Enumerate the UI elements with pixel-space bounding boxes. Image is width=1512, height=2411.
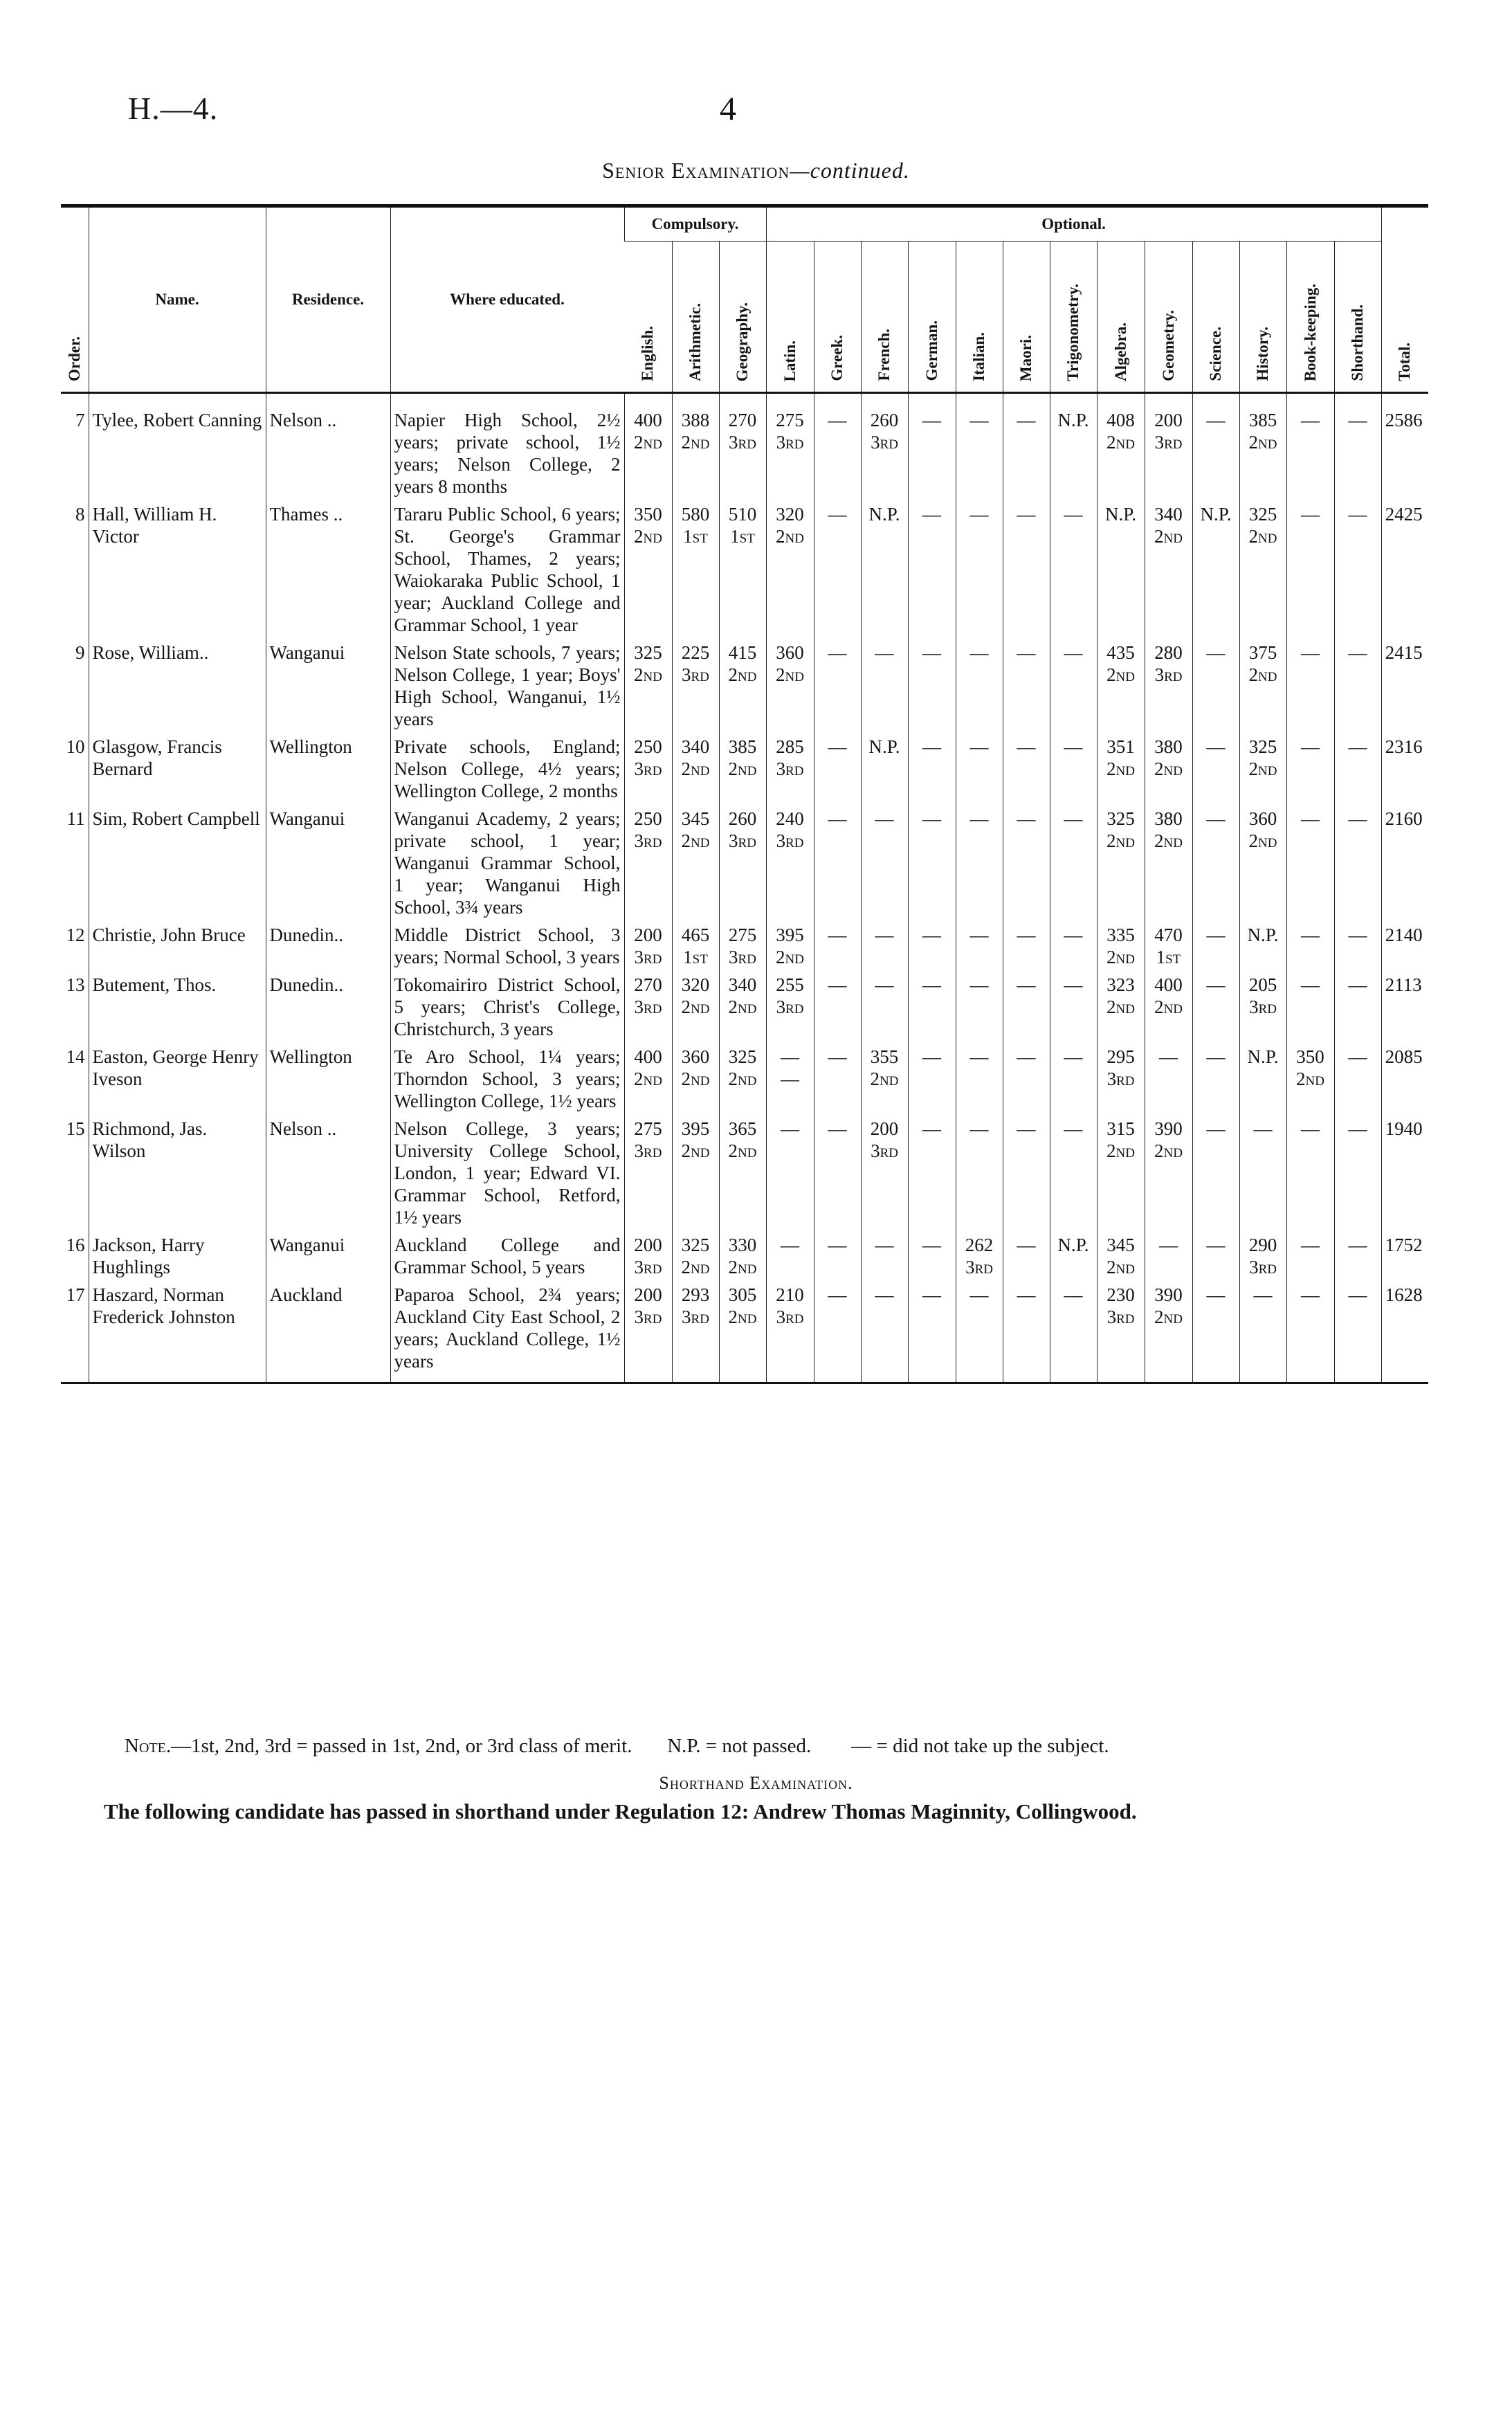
maori-cell: — bbox=[1003, 1281, 1050, 1383]
trigonometry-cell: N.P. bbox=[1050, 1231, 1097, 1281]
greek-cell: — bbox=[814, 921, 861, 971]
geography-cell: 340 2nd bbox=[719, 971, 766, 1043]
total-cell: 2113 bbox=[1381, 971, 1428, 1043]
note-merit-text: —1st, 2nd, 3rd = passed in 1st, 2nd, or 3rd class of merit. bbox=[171, 1735, 632, 1757]
history-cell: 325 2nd bbox=[1239, 500, 1286, 639]
table-row bbox=[61, 805, 1428, 921]
bookkeeping-cell: — bbox=[1286, 921, 1334, 971]
name-cell: Haszard, Norman Frederick Johnston bbox=[89, 1281, 266, 1383]
algebra-cell: 295 3rd bbox=[1097, 1043, 1145, 1115]
german-cell: — bbox=[908, 733, 956, 805]
arithmetic-cell: 388 2nd bbox=[672, 393, 719, 501]
german-cell: — bbox=[908, 805, 956, 921]
german-cell: — bbox=[908, 393, 956, 501]
maori-cell: — bbox=[1003, 1043, 1050, 1115]
note-label: Note. bbox=[125, 1735, 172, 1757]
maori-cell: — bbox=[1003, 733, 1050, 805]
maori-cell: — bbox=[1003, 1115, 1050, 1231]
residence-cell: Wanganui bbox=[266, 1231, 390, 1281]
geometry-cell: — bbox=[1145, 1231, 1192, 1281]
residence-cell: Dunedin.. bbox=[266, 921, 390, 971]
bookkeeping-cell: — bbox=[1286, 733, 1334, 805]
table-row bbox=[61, 971, 1428, 1043]
latin-cell: 210 3rd bbox=[766, 1281, 814, 1383]
header-group-row bbox=[61, 206, 1428, 242]
residence-cell: Nelson .. bbox=[266, 393, 390, 501]
maori-cell: — bbox=[1003, 805, 1050, 921]
german-cell: — bbox=[908, 1281, 956, 1383]
trigonometry-cell: — bbox=[1050, 805, 1097, 921]
german-cell: — bbox=[908, 1115, 956, 1231]
maori-cell: — bbox=[1003, 921, 1050, 971]
arithmetic-cell: 580 1st bbox=[672, 500, 719, 639]
name-cell: Glasgow, Francis Bernard bbox=[89, 733, 266, 805]
header-name: Name. bbox=[89, 206, 266, 393]
order-cell: 7 bbox=[61, 393, 89, 501]
residence-cell: Wanganui bbox=[266, 805, 390, 921]
english-cell: 400 2nd bbox=[624, 1043, 672, 1115]
bookkeeping-cell: 350 2nd bbox=[1286, 1043, 1334, 1115]
table-row bbox=[61, 733, 1428, 805]
shorthand-cell: — bbox=[1334, 805, 1381, 921]
order-cell: 16 bbox=[66, 1235, 85, 1255]
name-cell: Christie, John Bruce bbox=[89, 921, 266, 971]
name-cell: Butement, Thos. bbox=[89, 971, 266, 1043]
table-row bbox=[61, 393, 1428, 501]
bookkeeping-cell: — bbox=[1286, 805, 1334, 921]
french-cell: — bbox=[861, 1231, 908, 1281]
results-table bbox=[61, 204, 1428, 1384]
page-number: 4 bbox=[720, 91, 736, 127]
header-maori: Maori. bbox=[1003, 242, 1050, 393]
arithmetic-cell: 345 2nd bbox=[672, 805, 719, 921]
order-cell: 17 bbox=[61, 1281, 89, 1383]
arithmetic-cell: 225 3rd bbox=[672, 639, 719, 733]
header-total: Total. bbox=[1381, 206, 1428, 393]
italian-cell: — bbox=[956, 393, 1003, 501]
geometry-cell: 470 1st bbox=[1145, 921, 1192, 971]
total-cell: 1940 bbox=[1381, 1115, 1428, 1231]
order-cell: 8 bbox=[75, 504, 85, 525]
geography-cell: 275 3rd bbox=[719, 921, 766, 971]
header-educated: Where educated. bbox=[390, 206, 624, 393]
greek-cell: — bbox=[814, 393, 861, 501]
latin-cell: 275 3rd bbox=[766, 393, 814, 501]
french-cell: N.P. bbox=[861, 500, 908, 639]
shorthand-cell: — bbox=[1334, 1281, 1381, 1383]
english-cell: 270 3rd bbox=[624, 971, 672, 1043]
name-cell: Sim, Robert Campbell bbox=[89, 805, 266, 921]
history-cell: 290 3rd bbox=[1239, 1231, 1286, 1281]
header-bookkeeping: Book-keeping. bbox=[1286, 242, 1334, 393]
greek-cell: — bbox=[814, 971, 861, 1043]
greek-cell: — bbox=[814, 733, 861, 805]
italian-cell: — bbox=[956, 921, 1003, 971]
trigonometry-cell: — bbox=[1050, 500, 1097, 639]
science-cell: — bbox=[1192, 639, 1239, 733]
maori-cell: — bbox=[1003, 1231, 1050, 1281]
trigonometry-cell: — bbox=[1050, 921, 1097, 971]
greek-cell: — bbox=[814, 1281, 861, 1383]
note-np-text: N.P. = not passed. bbox=[667, 1735, 812, 1757]
latin-cell: 255 3rd bbox=[766, 971, 814, 1043]
table-row bbox=[61, 1115, 1428, 1231]
geography-cell: 325 2nd bbox=[719, 1043, 766, 1115]
geometry-cell: 390 2nd bbox=[1145, 1115, 1192, 1231]
algebra-cell: 323 2nd bbox=[1097, 971, 1145, 1043]
header-italian: Italian. bbox=[956, 242, 1003, 393]
header-order: Order. bbox=[61, 206, 89, 393]
name-cell: Richmond, Jas. Wilson bbox=[89, 1115, 266, 1231]
arithmetic-cell: 395 2nd bbox=[672, 1115, 719, 1231]
science-cell: — bbox=[1192, 393, 1239, 501]
latin-cell: — bbox=[766, 1231, 814, 1281]
shorthand-cell: — bbox=[1334, 1043, 1381, 1115]
geography-cell: 305 2nd bbox=[719, 1281, 766, 1383]
geography-cell: 270 3rd bbox=[719, 393, 766, 501]
trigonometry-cell: — bbox=[1050, 1043, 1097, 1115]
bookkeeping-cell: — bbox=[1286, 971, 1334, 1043]
total-cell: 2140 bbox=[1381, 921, 1428, 971]
shorthand-cell: — bbox=[1334, 1115, 1381, 1231]
history-cell: 360 2nd bbox=[1239, 805, 1286, 921]
name-cell: Jackson, Harry Hughlings bbox=[89, 1231, 266, 1281]
table-row bbox=[61, 921, 1428, 971]
educated-cell: Te Aro School, 1¼ years; Thorndon School, 3 years; Wellington College, 1½ years bbox=[390, 1043, 624, 1115]
header-arithmetic: Arithmetic. bbox=[672, 242, 719, 393]
geometry-cell: 280 3rd bbox=[1145, 639, 1192, 733]
educated-cell: Middle District School, 3 years; Normal School, 3 years bbox=[390, 921, 624, 971]
residence-cell: Wellington bbox=[266, 733, 390, 805]
header-english: English. bbox=[624, 242, 672, 393]
geometry-cell: 340 2nd bbox=[1145, 500, 1192, 639]
science-cell: — bbox=[1192, 1281, 1239, 1383]
greek-cell: — bbox=[814, 1231, 861, 1281]
trigonometry-cell: N.P. bbox=[1050, 393, 1097, 501]
educated-cell: Nelson State schools, 7 years; Nelson College, 1 year; Boys' High School, Wanganui, 1½ years bbox=[390, 639, 624, 733]
trigonometry-cell: — bbox=[1050, 639, 1097, 733]
french-cell: — bbox=[861, 921, 908, 971]
page-title bbox=[0, 158, 1512, 183]
educated-cell: Private schools, England; Nelson College, 4½ years; Wellington College, 2 months bbox=[390, 733, 624, 805]
total-cell: 2316 bbox=[1381, 733, 1428, 805]
document-reference: H.—4. bbox=[128, 91, 219, 126]
algebra-cell: 315 2nd bbox=[1097, 1115, 1145, 1231]
latin-cell: 320 2nd bbox=[766, 500, 814, 639]
geography-cell: 510 1st bbox=[719, 500, 766, 639]
italian-cell: — bbox=[956, 1043, 1003, 1115]
educated-cell: Nelson College, 3 years; University College School, London, 1 year; Edward VI. Grammar School, Retford, 1½ years bbox=[390, 1115, 624, 1231]
table-row bbox=[61, 500, 1428, 639]
algebra-cell: 230 3rd bbox=[1097, 1281, 1145, 1383]
total-cell: 1752 bbox=[1381, 1231, 1428, 1281]
science-cell: — bbox=[1192, 1043, 1239, 1115]
trigonometry-cell: — bbox=[1050, 1281, 1097, 1383]
shorthand-cell: — bbox=[1334, 639, 1381, 733]
geography-cell: 365 2nd bbox=[719, 1115, 766, 1231]
french-cell: — bbox=[861, 805, 908, 921]
residence-cell: Auckland bbox=[266, 1281, 390, 1383]
algebra-cell: 345 2nd bbox=[1097, 1231, 1145, 1281]
french-cell: — bbox=[861, 971, 908, 1043]
order-cell: 11 bbox=[66, 808, 85, 829]
history-cell: 375 2nd bbox=[1239, 639, 1286, 733]
educated-cell: Paparoa School, 2¾ years; Auckland City East School, 2 years; Auckland College, 1½ years bbox=[390, 1281, 624, 1383]
geography-cell: 385 2nd bbox=[719, 733, 766, 805]
results-body bbox=[61, 393, 1428, 1383]
trigonometry-cell: — bbox=[1050, 733, 1097, 805]
total-cell: 2586 bbox=[1381, 393, 1428, 501]
french-cell: 260 3rd bbox=[861, 393, 908, 501]
german-cell: — bbox=[908, 1231, 956, 1281]
greek-cell: — bbox=[814, 1043, 861, 1115]
algebra-cell: N.P. bbox=[1097, 500, 1145, 639]
science-cell: — bbox=[1192, 805, 1239, 921]
header-science: Science. bbox=[1192, 242, 1239, 393]
greek-cell: — bbox=[814, 805, 861, 921]
total-cell: 2160 bbox=[1381, 805, 1428, 921]
italian-cell: 262 3rd bbox=[956, 1231, 1003, 1281]
algebra-cell: 351 2nd bbox=[1097, 733, 1145, 805]
table-row bbox=[61, 1231, 1428, 1281]
bookkeeping-cell: — bbox=[1286, 1231, 1334, 1281]
name-cell: Easton, George Henry Iveson bbox=[89, 1043, 266, 1115]
title-continued: —continued. bbox=[790, 158, 910, 183]
header-residence: Residence. bbox=[266, 206, 390, 393]
arithmetic-cell: 340 2nd bbox=[672, 733, 719, 805]
history-cell: 385 2nd bbox=[1239, 393, 1286, 501]
history-cell: — bbox=[1239, 1281, 1286, 1383]
algebra-cell: 408 2nd bbox=[1097, 393, 1145, 501]
arithmetic-cell: 360 2nd bbox=[672, 1043, 719, 1115]
note-dash-text: — = did not take up the subject. bbox=[851, 1735, 1109, 1757]
header-compulsory: Compulsory. bbox=[624, 206, 766, 242]
english-cell: 350 2nd bbox=[624, 500, 672, 639]
shorthand-cell: — bbox=[1334, 1231, 1381, 1281]
residence-cell: Wellington bbox=[266, 1043, 390, 1115]
bookkeeping-cell: — bbox=[1286, 393, 1334, 501]
residence-cell: Dunedin.. bbox=[266, 971, 390, 1043]
italian-cell: — bbox=[956, 1281, 1003, 1383]
latin-cell: 285 3rd bbox=[766, 733, 814, 805]
science-cell: — bbox=[1192, 1231, 1239, 1281]
geometry-cell: — bbox=[1145, 1043, 1192, 1115]
geometry-cell: 200 3rd bbox=[1145, 393, 1192, 501]
greek-cell: — bbox=[814, 639, 861, 733]
german-cell: — bbox=[908, 921, 956, 971]
maori-cell: — bbox=[1003, 393, 1050, 501]
shorthand-cell: — bbox=[1334, 971, 1381, 1043]
italian-cell: — bbox=[956, 971, 1003, 1043]
history-cell: 325 2nd bbox=[1239, 733, 1286, 805]
science-cell: — bbox=[1192, 1115, 1239, 1231]
total-cell: 1628 bbox=[1381, 1281, 1428, 1383]
trigonometry-cell: — bbox=[1050, 971, 1097, 1043]
algebra-cell: 435 2nd bbox=[1097, 639, 1145, 733]
header-trigonometry: Trigonometry. bbox=[1050, 242, 1097, 393]
total-cell: 2085 bbox=[1381, 1043, 1428, 1115]
maori-cell: — bbox=[1003, 639, 1050, 733]
italian-cell: — bbox=[956, 1115, 1003, 1231]
french-cell: N.P. bbox=[861, 733, 908, 805]
header-greek: Greek. bbox=[814, 242, 861, 393]
educated-cell: Napier High School, 2½ years; private school, 1½ years; Nelson College, 2 years 8 months bbox=[390, 393, 624, 501]
header-french: French. bbox=[861, 242, 908, 393]
english-cell: 200 3rd bbox=[624, 921, 672, 971]
table-note bbox=[125, 1735, 1109, 1758]
shorthand-cell: — bbox=[1334, 921, 1381, 971]
educated-cell: Wanganui Academy, 2 years; private school, 1 year; Wanganui Grammar School, 1 year; Wanganui High School, 3¾ years bbox=[390, 805, 624, 921]
shorthand-cell: — bbox=[1334, 500, 1381, 639]
maori-cell: — bbox=[1003, 971, 1050, 1043]
italian-cell: — bbox=[956, 733, 1003, 805]
english-cell: 400 2nd bbox=[624, 393, 672, 501]
bookkeeping-cell: — bbox=[1286, 639, 1334, 733]
order-cell: 12 bbox=[66, 925, 85, 945]
german-cell: — bbox=[908, 500, 956, 639]
arithmetic-cell: 293 3rd bbox=[672, 1281, 719, 1383]
science-cell: — bbox=[1192, 971, 1239, 1043]
french-cell: 355 2nd bbox=[861, 1043, 908, 1115]
geography-cell: 415 2nd bbox=[719, 639, 766, 733]
educated-cell: Tararu Public School, 6 years; St. George's Grammar School, Thames, 2 years; Waiokaraka Public School, 1 year; Auckland College and Grammar School, 1 year bbox=[390, 500, 624, 639]
arithmetic-cell: 320 2nd bbox=[672, 971, 719, 1043]
science-cell: N.P. bbox=[1192, 500, 1239, 639]
english-cell: 250 3rd bbox=[624, 733, 672, 805]
bookkeeping-cell: — bbox=[1286, 500, 1334, 639]
german-cell: — bbox=[908, 971, 956, 1043]
french-cell: 200 3rd bbox=[861, 1115, 908, 1231]
name-cell: Hall, William H. Victor bbox=[89, 500, 266, 639]
header-latin: Latin. bbox=[766, 242, 814, 393]
italian-cell: — bbox=[956, 805, 1003, 921]
bookkeeping-cell: — bbox=[1286, 1281, 1334, 1383]
algebra-cell: 325 2nd bbox=[1097, 805, 1145, 921]
trigonometry-cell: — bbox=[1050, 1115, 1097, 1231]
shorthand-text: The following candidate has passed in shorthand under Regulation 12: Andrew Thomas Maginnity, Collingwood. bbox=[104, 1799, 1137, 1823]
table-row bbox=[61, 1281, 1428, 1383]
english-cell: 275 3rd bbox=[624, 1115, 672, 1231]
header-german: German. bbox=[908, 242, 956, 393]
educated-cell: Auckland College and Grammar School, 5 years bbox=[390, 1231, 624, 1281]
french-cell: — bbox=[861, 639, 908, 733]
geometry-cell: 400 2nd bbox=[1145, 971, 1192, 1043]
geometry-cell: 380 2nd bbox=[1145, 733, 1192, 805]
header-history: History. bbox=[1239, 242, 1286, 393]
name-cell: Tylee, Robert Canning bbox=[89, 393, 266, 501]
geography-cell: 330 2nd bbox=[719, 1231, 766, 1281]
greek-cell: — bbox=[814, 500, 861, 639]
order-cell: 9 bbox=[75, 642, 85, 663]
history-cell: N.P. bbox=[1239, 1043, 1286, 1115]
order-cell: 14 bbox=[66, 1046, 85, 1067]
table-row bbox=[61, 639, 1428, 733]
german-cell: — bbox=[908, 639, 956, 733]
shorthand-cell: — bbox=[1334, 733, 1381, 805]
order-cell: 15 bbox=[66, 1118, 85, 1139]
name-cell: Rose, William.. bbox=[89, 639, 266, 733]
french-cell: — bbox=[861, 1281, 908, 1383]
total-cell: 2425 bbox=[1381, 500, 1428, 639]
header-geometry: Geometry. bbox=[1145, 242, 1192, 393]
history-cell: 205 3rd bbox=[1239, 971, 1286, 1043]
maori-cell: — bbox=[1003, 500, 1050, 639]
history-cell: — bbox=[1239, 1115, 1286, 1231]
geometry-cell: 380 2nd bbox=[1145, 805, 1192, 921]
history-cell: N.P. bbox=[1239, 921, 1286, 971]
header-geography: Geography. bbox=[719, 242, 766, 393]
english-cell: 200 3rd bbox=[624, 1281, 672, 1383]
german-cell: — bbox=[908, 1043, 956, 1115]
header-algebra: Algebra. bbox=[1097, 242, 1145, 393]
science-cell: — bbox=[1192, 733, 1239, 805]
science-cell: — bbox=[1192, 921, 1239, 971]
latin-cell: 240 3rd bbox=[766, 805, 814, 921]
english-cell: 250 3rd bbox=[624, 805, 672, 921]
table-row bbox=[61, 1043, 1428, 1115]
arithmetic-cell: 325 2nd bbox=[672, 1231, 719, 1281]
header-shorthand: Shorthand. bbox=[1334, 242, 1381, 393]
greek-cell: — bbox=[814, 1115, 861, 1231]
residence-cell: Thames .. bbox=[266, 500, 390, 639]
title-main: Senior Examination bbox=[602, 158, 790, 183]
shorthand-cell: — bbox=[1334, 393, 1381, 501]
header-optional: Optional. bbox=[766, 206, 1381, 242]
italian-cell: — bbox=[956, 500, 1003, 639]
english-cell: 200 3rd bbox=[624, 1231, 672, 1281]
residence-cell: Wanganui bbox=[266, 639, 390, 733]
latin-cell: 360 2nd bbox=[766, 639, 814, 733]
total-cell: 2415 bbox=[1381, 639, 1428, 733]
bookkeeping-cell: — bbox=[1286, 1115, 1334, 1231]
order-cell: 13 bbox=[66, 974, 85, 995]
algebra-cell: 335 2nd bbox=[1097, 921, 1145, 971]
italian-cell: — bbox=[956, 639, 1003, 733]
latin-cell: 395 2nd bbox=[766, 921, 814, 971]
residence-cell: Nelson .. bbox=[266, 1115, 390, 1231]
order-cell: 10 bbox=[66, 736, 85, 757]
english-cell: 325 2nd bbox=[624, 639, 672, 733]
educated-cell: Tokomairiro District School, 5 years; Christ's College, Christchurch, 3 years bbox=[390, 971, 624, 1043]
latin-cell: — bbox=[766, 1115, 814, 1231]
shorthand-title: Shorthand Examination. bbox=[659, 1773, 853, 1793]
geometry-cell: 390 2nd bbox=[1145, 1281, 1192, 1383]
geography-cell: 260 3rd bbox=[719, 805, 766, 921]
latin-cell: — — bbox=[766, 1043, 814, 1115]
arithmetic-cell: 465 1st bbox=[672, 921, 719, 971]
